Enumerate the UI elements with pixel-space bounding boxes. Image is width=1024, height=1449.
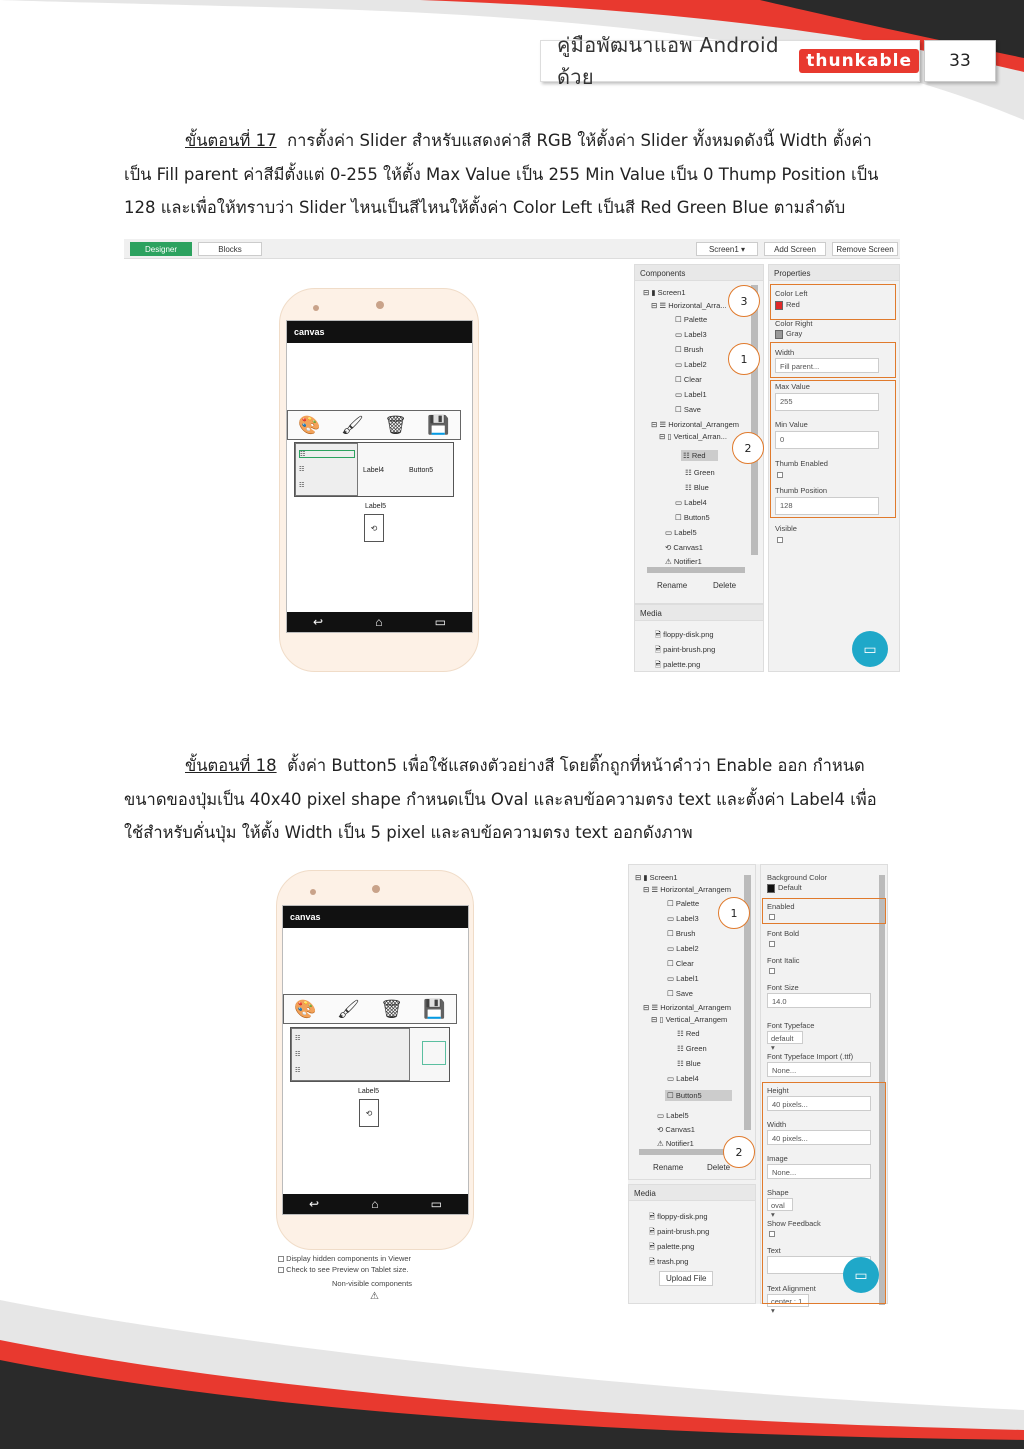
rename-button-2[interactable]: Rename bbox=[653, 1163, 684, 1172]
text-align-select[interactable]: center : 1 ▾ bbox=[767, 1294, 809, 1307]
label5-2: Label5 bbox=[358, 1088, 380, 1095]
phone-preview-2 bbox=[276, 870, 474, 1250]
step17-line2: เป็น Fill parent ค่าสีมีตั้งแต่ 0-255 ให้ตั้ง Max Value เป็น 255 Min Value เป็น 0 Thump Position เป็น bbox=[124, 164, 879, 184]
prop-min-label: Min Value bbox=[775, 420, 808, 429]
phone-screen-2 bbox=[282, 905, 469, 1215]
horizontal-arrangement-2 bbox=[290, 1027, 450, 1082]
font-italic-checkbox[interactable] bbox=[769, 966, 775, 975]
delete-button-2[interactable]: Delete bbox=[707, 1163, 731, 1172]
tree-item[interactable]: ⊟ ☰ Horizontal_Arrangem bbox=[651, 420, 740, 429]
tree-item[interactable]: ⊟ ▮ Screen1 bbox=[635, 873, 678, 882]
remove-screen-button[interactable]: Remove Screen bbox=[832, 242, 898, 256]
media-header-2: Media bbox=[629, 1185, 755, 1201]
android-navbar bbox=[287, 612, 472, 632]
tree-item[interactable]: ⚠ Notifier1 bbox=[665, 557, 702, 566]
tree-item[interactable]: ▭ Label5 bbox=[657, 1111, 689, 1120]
tree-item[interactable]: ☷ Green bbox=[677, 1044, 707, 1053]
prop-visible-label: Visible bbox=[775, 524, 797, 533]
tree-item[interactable]: ⟲ Canvas1 bbox=[657, 1125, 695, 1134]
font-size-field[interactable]: 14.0 bbox=[767, 993, 871, 1008]
page-number: 33 bbox=[924, 40, 996, 82]
tree-item[interactable]: ▭ Label1 bbox=[675, 390, 707, 399]
chat-icon[interactable]: ▭ bbox=[843, 1257, 879, 1293]
callout-1: 1 bbox=[728, 343, 760, 375]
callout-2: 2 bbox=[732, 432, 764, 464]
prop-max-label: Max Value bbox=[775, 382, 810, 391]
prop-show-feedback-label: Show Feedback bbox=[767, 1219, 821, 1228]
tree-item[interactable]: ☐ Palette bbox=[675, 315, 708, 324]
canvas-icon: ⟲ bbox=[359, 1099, 379, 1127]
gray-swatch-icon bbox=[775, 330, 783, 339]
tab-blocks[interactable]: Blocks bbox=[198, 242, 262, 256]
screenshot-designer-slider bbox=[124, 239, 900, 672]
trash-icon[interactable]: 🗑 bbox=[380, 998, 404, 1019]
back-icon[interactable]: ↩ bbox=[309, 1197, 320, 1211]
tree-item[interactable]: ☐ Brush bbox=[667, 929, 696, 938]
image-field[interactable]: None... bbox=[767, 1164, 871, 1179]
step18-line1: ตั้งค่า Button5 เพื่อใช้แสดงตัวอย่างสี โดยติ๊กถูกที่หน้าคำว่า Enable ออก กำหนด bbox=[287, 756, 865, 775]
tree-item[interactable]: ▭ Label2 bbox=[667, 944, 699, 953]
button5-preview[interactable] bbox=[422, 1041, 446, 1065]
width-field-2[interactable]: 40 pixels... bbox=[767, 1130, 871, 1145]
prop-max-field[interactable]: 255 bbox=[775, 393, 879, 411]
tab-designer[interactable]: Designer bbox=[130, 242, 192, 256]
tree-item[interactable]: ☷ Blue bbox=[677, 1059, 701, 1068]
slider-red[interactable]: ☷ bbox=[299, 450, 355, 458]
step18-line2: ขนาดของปุ่มเป็น 40x40 pixel shape กำหนดเป็น Oval และลบข้อความตรง text และตั้งค่า Label4 เพื่อ bbox=[124, 789, 877, 809]
prop-width-label-2: Width bbox=[767, 1120, 787, 1129]
tree-item[interactable]: ⊟ ☰ Horizontal_Arra... bbox=[651, 301, 727, 310]
step17-line3: 128 และเพื่อให้ทราบว่า Slider ไหนเป็นสีไหนให้ตั้งค่า Color Left เป็นสี Red Green Blue ตามลำดับ bbox=[124, 198, 846, 217]
phone-speaker-icon bbox=[372, 885, 380, 893]
tree-item[interactable]: ☐ Clear bbox=[667, 959, 694, 968]
prop-height-label: Height bbox=[767, 1086, 789, 1095]
floppy-disk-icon[interactable]: 💾 bbox=[423, 998, 446, 1019]
tree-item-selected[interactable]: ☐ Button5 bbox=[665, 1090, 732, 1101]
step18-paragraph bbox=[124, 749, 900, 850]
prop-color-left-value[interactable]: Red bbox=[775, 300, 800, 310]
tree-item[interactable]: ☐ Save bbox=[667, 989, 693, 998]
tree-item[interactable]: ☷ Green bbox=[685, 468, 715, 477]
prop-min-field[interactable]: 0 bbox=[775, 431, 879, 449]
button5[interactable]: Button5 bbox=[409, 467, 434, 474]
media-item[interactable]: 🖻 floppy-disk.png bbox=[655, 630, 714, 639]
prop-thumb-position-label: Thumb Position bbox=[775, 486, 828, 495]
step17-paragraph bbox=[124, 124, 900, 225]
tree-item-selected[interactable]: ☷ Red bbox=[681, 450, 718, 461]
canvas-titlebar: canvas bbox=[287, 321, 472, 343]
tree-item[interactable]: ⊟ ▯ Vertical_Arrangem bbox=[651, 1015, 728, 1024]
add-screen-button[interactable]: Add Screen bbox=[764, 242, 826, 256]
slider-blue[interactable]: ☷ bbox=[295, 1068, 301, 1074]
highlight-width bbox=[770, 342, 896, 378]
prop-text-label: Text bbox=[767, 1246, 781, 1255]
floppy-disk-icon[interactable]: 💾 bbox=[427, 414, 450, 435]
paint-brush-icon[interactable]: 🖌 bbox=[340, 414, 364, 435]
phone-speaker-icon bbox=[376, 301, 384, 309]
media-item[interactable]: 🖻 paint-brush.png bbox=[655, 645, 716, 654]
tree-item[interactable]: ☐ Save bbox=[675, 405, 701, 414]
prop-width-field[interactable]: Fill parent... bbox=[775, 358, 879, 373]
components-hscrollbar-2[interactable] bbox=[639, 1149, 735, 1155]
footer-decoration bbox=[0, 1300, 1024, 1449]
tree-item[interactable]: ⚠ Notifier1 bbox=[657, 1139, 694, 1148]
properties-header: Properties bbox=[769, 265, 899, 281]
highlight-size-shape bbox=[762, 1082, 886, 1304]
prop-font-size-label: Font Size bbox=[767, 983, 799, 992]
tree-item[interactable]: ▭ Label3 bbox=[667, 914, 699, 923]
media-item[interactable]: 🖻 palette.png bbox=[649, 1242, 695, 1251]
step17-label: ขั้นตอนที่ 17 bbox=[185, 131, 277, 150]
chat-icon[interactable]: ▭ bbox=[852, 631, 888, 667]
delete-button[interactable]: Delete bbox=[713, 581, 737, 590]
phone-preview bbox=[279, 288, 479, 672]
media-panel-2 bbox=[628, 1184, 756, 1304]
callout-3: 3 bbox=[728, 285, 760, 317]
height-field[interactable]: 40 pixels... bbox=[767, 1096, 871, 1111]
tree-item[interactable]: ⟲ Canvas1 bbox=[665, 543, 703, 552]
prop-text-align-label: Text Alignment bbox=[767, 1284, 816, 1293]
slider-red[interactable]: ☷ bbox=[295, 1036, 301, 1042]
black-swatch-icon bbox=[767, 884, 775, 893]
palette-icon[interactable]: 🎨 bbox=[294, 998, 317, 1019]
screenshot-properties-button bbox=[628, 864, 888, 1315]
media-header: Media bbox=[635, 605, 763, 621]
media-item[interactable]: 🖻 paint-brush.png bbox=[649, 1227, 710, 1236]
prop-bg-color-label: Background Color bbox=[767, 873, 828, 882]
prop-image-label: Image bbox=[767, 1154, 788, 1163]
visible-checkbox[interactable] bbox=[777, 535, 783, 544]
tree-item[interactable]: ⊟ ▮ Screen1 bbox=[643, 288, 686, 297]
tree-item[interactable]: ⊟ ☰ Horizontal_Arrangem bbox=[643, 1003, 732, 1012]
recent-apps-icon[interactable]: ▭ bbox=[434, 615, 446, 629]
callout-2-b: 2 bbox=[723, 1136, 755, 1168]
toolbar-row-2 bbox=[283, 994, 457, 1024]
step18-line3: ใช้สำหรับคั่นปุ่ม ให้ตั้ง Width เป็น 5 pixel และลบข้อความตรง text ออกดังภาพ bbox=[124, 823, 693, 842]
phone-screen bbox=[286, 320, 473, 633]
shape-select[interactable]: oval ▾ bbox=[767, 1198, 793, 1211]
prop-width-label: Width bbox=[775, 348, 795, 357]
header-bar bbox=[540, 33, 920, 89]
prop-shape-label: Shape bbox=[767, 1188, 789, 1197]
components-scrollbar[interactable] bbox=[751, 285, 758, 555]
prop-font-typeface-label: Font Typeface bbox=[767, 1021, 815, 1030]
tree-item[interactable]: ⊟ ▯ Vertical_Arran... bbox=[659, 432, 727, 441]
paint-brush-icon[interactable]: 🖌 bbox=[336, 998, 360, 1019]
tree-item[interactable]: ☐ Palette bbox=[667, 899, 700, 908]
step17-line1: การตั้งค่า Slider สำหรับแสดงค่าสี RGB ให้ตั้งค่า Slider ทั้งหมดดังนี้ Width ตั้งค่า bbox=[287, 131, 872, 150]
prop-color-right-label: Color Right bbox=[775, 319, 813, 328]
media-panel bbox=[634, 604, 764, 672]
header-title: คู่มือพัฒนาแอพ Android ด้วย bbox=[557, 33, 779, 89]
label5: Label5 bbox=[365, 503, 387, 510]
media-item[interactable]: 🖻 floppy-disk.png bbox=[649, 1212, 708, 1221]
highlight-enabled bbox=[762, 898, 886, 924]
slider-green[interactable]: ☷ bbox=[299, 467, 305, 473]
screen-select[interactable]: Screen1 ▾ bbox=[696, 242, 758, 256]
prop-thumb-enabled-label: Thumb Enabled bbox=[775, 459, 828, 468]
highlight-values bbox=[770, 380, 896, 518]
vertical-arrangement-2 bbox=[291, 1028, 410, 1081]
label4: Label4 bbox=[363, 467, 385, 474]
phone-camera-icon bbox=[310, 889, 316, 895]
display-hidden-checkbox[interactable]: Display hidden components in Viewer bbox=[278, 1254, 411, 1263]
tree-item[interactable]: ☷ Blue bbox=[685, 483, 709, 492]
step18-label: ขั้นตอนที่ 18 bbox=[185, 756, 277, 775]
font-bold-checkbox[interactable] bbox=[769, 939, 775, 948]
tree-item[interactable]: ▭ Label2 bbox=[675, 360, 707, 369]
canvas-icon: ⟲ bbox=[364, 514, 384, 542]
tablet-preview-checkbox[interactable]: Check to see Preview on Tablet size. bbox=[278, 1265, 409, 1274]
slider-blue[interactable]: ☷ bbox=[299, 483, 305, 489]
font-import-field[interactable]: None... bbox=[767, 1062, 871, 1077]
highlight-color-left bbox=[770, 284, 896, 320]
tree-item[interactable]: ☐ Button5 bbox=[675, 513, 710, 522]
font-typeface-select[interactable]: default ▾ bbox=[767, 1031, 803, 1044]
prop-bg-color-value[interactable]: Default bbox=[767, 883, 802, 893]
prop-enabled-label: Enabled bbox=[767, 902, 795, 911]
tree-item[interactable]: ▭ Label3 bbox=[675, 330, 707, 339]
tree-item[interactable]: ☐ Clear bbox=[675, 375, 702, 384]
components-hscrollbar[interactable] bbox=[647, 567, 745, 573]
slider-green[interactable]: ☷ bbox=[295, 1052, 301, 1058]
palette-icon[interactable]: 🎨 bbox=[298, 414, 321, 435]
tree-item[interactable]: ▭ Label4 bbox=[675, 498, 707, 507]
non-visible-label: Non-visible components bbox=[332, 1279, 413, 1288]
upload-file-button[interactable]: Upload File bbox=[659, 1271, 713, 1286]
tree-item[interactable]: ☐ Brush bbox=[675, 345, 704, 354]
brand-logo: thunkable bbox=[799, 49, 919, 73]
prop-color-left-label: Color Left bbox=[775, 289, 808, 298]
rename-button[interactable]: Rename bbox=[657, 581, 688, 590]
recent-apps-icon[interactable]: ▭ bbox=[430, 1197, 442, 1211]
tree-item[interactable]: ☷ Red bbox=[677, 1029, 700, 1038]
android-navbar-2 bbox=[283, 1194, 468, 1214]
tree-item[interactable]: ▭ Label4 bbox=[667, 1074, 699, 1083]
screenshot-designer-button bbox=[272, 866, 482, 1306]
horizontal-arrangement bbox=[294, 442, 454, 497]
tree-item[interactable]: ⊟ ☰ Horizontal_Arrangem bbox=[643, 885, 732, 894]
tree-item[interactable]: ▭ Label1 bbox=[667, 974, 699, 983]
prop-thumb-position-field[interactable]: 128 bbox=[775, 497, 879, 515]
prop-font-bold-label: Font Bold bbox=[767, 929, 800, 938]
prop-color-right-value[interactable]: Gray bbox=[775, 329, 802, 339]
media-item[interactable]: 🖻 trash.png bbox=[649, 1257, 689, 1266]
canvas-titlebar-2: canvas bbox=[283, 906, 468, 928]
prop-font-import-label: Font Typeface Import (.ttf) bbox=[767, 1052, 854, 1061]
prop-font-italic-label: Font Italic bbox=[767, 956, 800, 965]
callout-1-b: 1 bbox=[718, 897, 750, 929]
vertical-arrangement bbox=[295, 443, 358, 496]
notifier-icon: ⚠ bbox=[370, 1291, 379, 1302]
back-icon[interactable]: ↩ bbox=[313, 615, 324, 629]
toolbar-row bbox=[287, 410, 461, 440]
components-header: Components bbox=[635, 265, 763, 281]
home-icon[interactable]: ⌂ bbox=[371, 1197, 379, 1211]
media-item[interactable]: 🖻 palette.png bbox=[655, 660, 701, 669]
phone-camera-icon bbox=[313, 305, 319, 311]
home-icon[interactable]: ⌂ bbox=[375, 615, 383, 629]
tree-item[interactable]: ▭ Label5 bbox=[665, 528, 697, 537]
trash-icon[interactable]: 🗑 bbox=[384, 414, 408, 435]
